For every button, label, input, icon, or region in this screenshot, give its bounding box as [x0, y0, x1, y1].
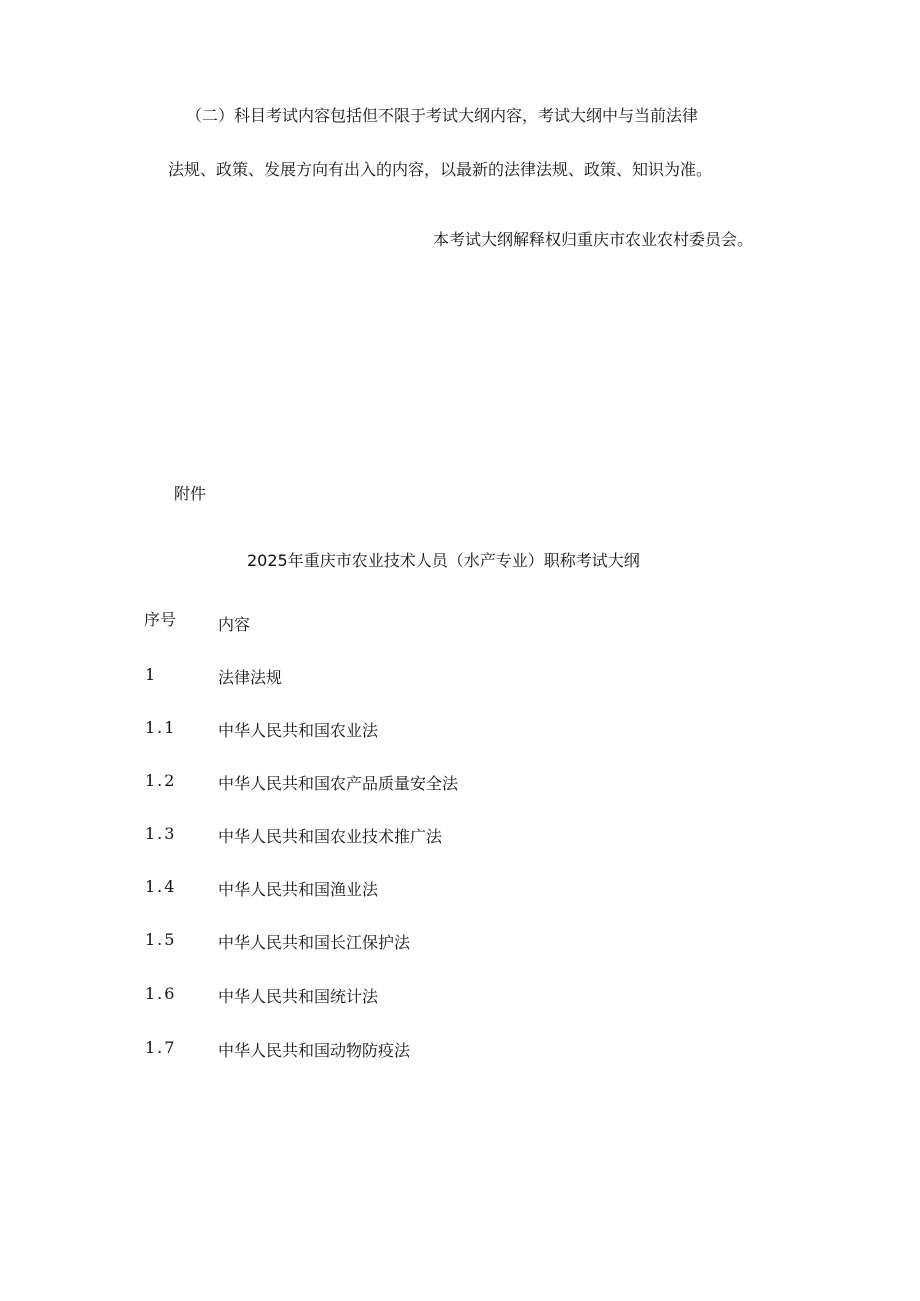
row-index: 1.3	[145, 824, 177, 843]
row-index: 1.4	[145, 877, 177, 896]
table-header-index: 序号	[144, 610, 177, 629]
row-content: 中华人民共和国农业技术推广法	[218, 827, 443, 846]
note-paragraph-line-1: （二）科目考试内容包括但不限于考试大纲内容，考试大纲中与当前法律	[186, 106, 699, 125]
row-content: 中华人民共和国长江保护法	[218, 933, 411, 952]
interpretation-statement: 本考试大纲解释权归重庆市农业农村委员会。	[433, 230, 754, 249]
row-content: 中华人民共和国渔业法	[218, 880, 379, 899]
row-index: 1.1	[145, 718, 177, 737]
row-index: 1.7	[145, 1038, 177, 1057]
attachment-label: 附件	[174, 484, 207, 503]
note-paragraph-line-2: 法规、政策、发展方向有出入的内容，以最新的法律法规、政策、知识为准。	[168, 160, 713, 179]
row-index: 1.2	[145, 771, 177, 790]
row-content: 法律法规	[218, 668, 283, 687]
row-content: 中华人民共和国农产品质量安全法	[218, 774, 459, 793]
row-index: 1.5	[145, 930, 177, 949]
row-index: 1.6	[145, 984, 177, 1003]
row-content: 中华人民共和国农业法	[218, 721, 379, 740]
table-header-content: 内容	[218, 615, 251, 634]
row-index: 1	[145, 665, 158, 684]
row-content: 中华人民共和国统计法	[218, 987, 379, 1006]
syllabus-title: 2025年重庆市农业技术人员（水产专业）职称考试大纲	[247, 551, 640, 570]
row-content: 中华人民共和国动物防疫法	[218, 1041, 411, 1060]
